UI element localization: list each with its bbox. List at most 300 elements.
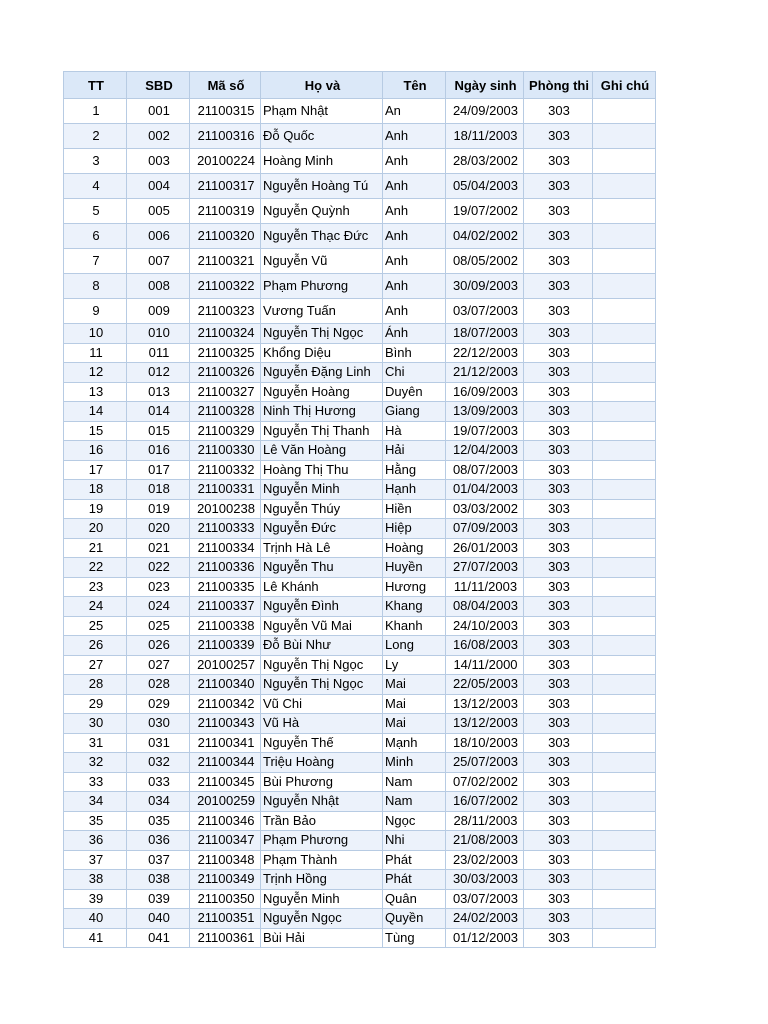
cell-phong-thi: 303 (524, 124, 593, 149)
cell-tt: 15 (64, 421, 127, 441)
cell-tt: 33 (64, 772, 127, 792)
cell-ma-so: 20100224 (190, 149, 261, 174)
cell-ma-so: 21100325 (190, 343, 261, 363)
header-row (64, 72, 656, 99)
cell-ho-va: Nguyễn Quỳnh (261, 199, 383, 224)
cell-phong-thi: 303 (524, 224, 593, 249)
cell-ghi-chu (593, 519, 656, 539)
cell-sbd: 008 (127, 274, 190, 299)
cell-ma-so: 21100339 (190, 636, 261, 656)
cell-ngay-sinh: 08/05/2002 (446, 249, 524, 274)
cell-phong-thi: 303 (524, 199, 593, 224)
cell-phong-thi: 303 (524, 324, 593, 344)
cell-ten: Hiệp (383, 519, 446, 539)
cell-phong-thi: 303 (524, 889, 593, 909)
cell-ngay-sinh: 19/07/2003 (446, 421, 524, 441)
cell-ho-va: Vương Tuấn (261, 299, 383, 324)
table-row (64, 343, 656, 363)
cell-phong-thi: 303 (524, 274, 593, 299)
cell-ho-va: Nguyễn Hoàng Tú (261, 174, 383, 199)
cell-ma-so: 21100333 (190, 519, 261, 539)
cell-ten: Ánh (383, 324, 446, 344)
cell-ten: Huyền (383, 558, 446, 578)
cell-phong-thi: 303 (524, 538, 593, 558)
cell-ghi-chu (593, 636, 656, 656)
cell-ngay-sinh: 13/09/2003 (446, 402, 524, 422)
cell-ho-va: Nguyễn Vũ Mai (261, 616, 383, 636)
table-row (64, 597, 656, 617)
cell-tt: 35 (64, 811, 127, 831)
cell-ghi-chu (593, 675, 656, 695)
cell-ghi-chu (593, 124, 656, 149)
cell-tt: 3 (64, 149, 127, 174)
cell-phong-thi: 303 (524, 772, 593, 792)
cell-sbd: 027 (127, 655, 190, 675)
cell-ma-so: 21100336 (190, 558, 261, 578)
cell-sbd: 011 (127, 343, 190, 363)
cell-ma-so: 21100329 (190, 421, 261, 441)
cell-ngay-sinh: 08/07/2003 (446, 460, 524, 480)
cell-sbd: 039 (127, 889, 190, 909)
cell-ten: Phát (383, 870, 446, 890)
table-row (64, 299, 656, 324)
cell-tt: 26 (64, 636, 127, 656)
cell-sbd: 023 (127, 577, 190, 597)
cell-ho-va: Phạm Nhật (261, 99, 383, 124)
cell-sbd: 028 (127, 675, 190, 695)
cell-ngay-sinh: 18/11/2003 (446, 124, 524, 149)
table-row (64, 675, 656, 695)
cell-ghi-chu (593, 772, 656, 792)
cell-ngay-sinh: 12/04/2003 (446, 441, 524, 461)
table-row (64, 870, 656, 890)
cell-tt: 30 (64, 714, 127, 734)
cell-tt: 21 (64, 538, 127, 558)
cell-ma-so: 21100351 (190, 909, 261, 929)
cell-ngay-sinh: 28/11/2003 (446, 811, 524, 831)
cell-tt: 24 (64, 597, 127, 617)
cell-ghi-chu (593, 558, 656, 578)
cell-ma-so: 21100345 (190, 772, 261, 792)
cell-ngay-sinh: 30/03/2003 (446, 870, 524, 890)
cell-tt: 28 (64, 675, 127, 695)
cell-ma-so: 21100344 (190, 753, 261, 773)
cell-ghi-chu (593, 421, 656, 441)
cell-ten: Giang (383, 402, 446, 422)
cell-ngay-sinh: 18/07/2003 (446, 324, 524, 344)
cell-phong-thi: 303 (524, 597, 593, 617)
cell-sbd: 025 (127, 616, 190, 636)
cell-ngay-sinh: 11/11/2003 (446, 577, 524, 597)
cell-sbd: 041 (127, 928, 190, 948)
cell-phong-thi: 303 (524, 343, 593, 363)
table-row (64, 831, 656, 851)
cell-phong-thi: 303 (524, 870, 593, 890)
cell-ghi-chu (593, 224, 656, 249)
cell-ngay-sinh: 16/09/2003 (446, 382, 524, 402)
cell-tt: 8 (64, 274, 127, 299)
cell-ho-va: Nguyễn Thạc Đức (261, 224, 383, 249)
cell-tt: 14 (64, 402, 127, 422)
cell-sbd: 031 (127, 733, 190, 753)
cell-ho-va: Bùi Phương (261, 772, 383, 792)
cell-ma-so: 21100342 (190, 694, 261, 714)
cell-ten: Tùng (383, 928, 446, 948)
cell-phong-thi: 303 (524, 299, 593, 324)
cell-ngay-sinh: 23/02/2003 (446, 850, 524, 870)
table-row (64, 249, 656, 274)
cell-sbd: 014 (127, 402, 190, 422)
cell-ho-va: Vũ Chi (261, 694, 383, 714)
cell-phong-thi: 303 (524, 714, 593, 734)
cell-ma-so: 21100341 (190, 733, 261, 753)
cell-ghi-chu (593, 299, 656, 324)
cell-tt: 31 (64, 733, 127, 753)
cell-ghi-chu (593, 597, 656, 617)
cell-phong-thi: 303 (524, 499, 593, 519)
cell-ho-va: Hoàng Thị Thu (261, 460, 383, 480)
cell-ten: Long (383, 636, 446, 656)
cell-ho-va: Nguyễn Minh (261, 480, 383, 500)
cell-ngay-sinh: 16/08/2003 (446, 636, 524, 656)
cell-ho-va: Trịnh Hà Lê (261, 538, 383, 558)
cell-ten: Hương (383, 577, 446, 597)
cell-sbd: 035 (127, 811, 190, 831)
cell-ho-va: Nguyễn Đình (261, 597, 383, 617)
cell-sbd: 036 (127, 831, 190, 851)
cell-ten: Hải (383, 441, 446, 461)
table-row (64, 441, 656, 461)
cell-ho-va: Nguyễn Nhật (261, 792, 383, 812)
cell-sbd: 026 (127, 636, 190, 656)
cell-ghi-chu (593, 889, 656, 909)
cell-ma-so: 21100348 (190, 850, 261, 870)
cell-ma-so: 21100346 (190, 811, 261, 831)
cell-ghi-chu (593, 402, 656, 422)
cell-ngay-sinh: 03/07/2003 (446, 299, 524, 324)
table-row (64, 733, 656, 753)
header-phong-thi: Phòng thi (524, 72, 593, 99)
cell-ngay-sinh: 18/10/2003 (446, 733, 524, 753)
cell-sbd: 022 (127, 558, 190, 578)
table-row (64, 928, 656, 948)
cell-ngay-sinh: 05/04/2003 (446, 174, 524, 199)
cell-ten: Ngọc (383, 811, 446, 831)
table-row (64, 558, 656, 578)
cell-ten: Mai (383, 675, 446, 695)
cell-ho-va: Trịnh Hồng (261, 870, 383, 890)
cell-tt: 11 (64, 343, 127, 363)
cell-ten: Nam (383, 792, 446, 812)
cell-sbd: 001 (127, 99, 190, 124)
cell-tt: 9 (64, 299, 127, 324)
cell-phong-thi: 303 (524, 616, 593, 636)
cell-tt: 34 (64, 792, 127, 812)
cell-tt: 23 (64, 577, 127, 597)
cell-ten: Anh (383, 199, 446, 224)
cell-ho-va: Vũ Hà (261, 714, 383, 734)
cell-ho-va: Nguyễn Minh (261, 889, 383, 909)
cell-ma-so: 21100350 (190, 889, 261, 909)
cell-ghi-chu (593, 382, 656, 402)
cell-tt: 29 (64, 694, 127, 714)
cell-tt: 22 (64, 558, 127, 578)
cell-tt: 19 (64, 499, 127, 519)
cell-ghi-chu (593, 753, 656, 773)
cell-tt: 1 (64, 99, 127, 124)
cell-sbd: 005 (127, 199, 190, 224)
cell-ho-va: Nguyễn Vũ (261, 249, 383, 274)
cell-ho-va: Phạm Phương (261, 831, 383, 851)
table-row (64, 382, 656, 402)
cell-ho-va: Nguyễn Thúy (261, 499, 383, 519)
cell-ho-va: Nguyễn Ngọc (261, 909, 383, 929)
cell-ma-so: 21100324 (190, 324, 261, 344)
cell-ho-va: Khổng Diệu (261, 343, 383, 363)
cell-ghi-chu (593, 655, 656, 675)
cell-phong-thi: 303 (524, 558, 593, 578)
table-row (64, 421, 656, 441)
table-row (64, 199, 656, 224)
table-row (64, 850, 656, 870)
cell-ho-va: Nguyễn Hoàng (261, 382, 383, 402)
cell-ten: Nam (383, 772, 446, 792)
table-body (64, 99, 656, 948)
cell-ngay-sinh: 08/04/2003 (446, 597, 524, 617)
cell-phong-thi: 303 (524, 174, 593, 199)
cell-phong-thi: 303 (524, 811, 593, 831)
cell-phong-thi: 303 (524, 382, 593, 402)
cell-ten: Khanh (383, 616, 446, 636)
cell-tt: 38 (64, 870, 127, 890)
cell-tt: 13 (64, 382, 127, 402)
header-ten: Tên (383, 72, 446, 99)
cell-phong-thi: 303 (524, 460, 593, 480)
cell-ho-va: Nguyễn Đặng Linh (261, 363, 383, 383)
cell-ho-va: Nguyễn Thị Ngọc (261, 675, 383, 695)
cell-ten: Nhi (383, 831, 446, 851)
cell-tt: 12 (64, 363, 127, 383)
cell-ngay-sinh: 22/05/2003 (446, 675, 524, 695)
table-row (64, 274, 656, 299)
cell-phong-thi: 303 (524, 149, 593, 174)
cell-tt: 6 (64, 224, 127, 249)
cell-ngay-sinh: 25/07/2003 (446, 753, 524, 773)
cell-ngay-sinh: 13/12/2003 (446, 714, 524, 734)
cell-sbd: 009 (127, 299, 190, 324)
table-row (64, 519, 656, 539)
cell-ghi-chu (593, 499, 656, 519)
cell-ten: Hoàng (383, 538, 446, 558)
cell-ten: Quyền (383, 909, 446, 929)
cell-ho-va: Nguyễn Thị Ngọc (261, 655, 383, 675)
cell-ma-so: 21100334 (190, 538, 261, 558)
cell-ma-so: 21100361 (190, 928, 261, 948)
cell-ho-va: Nguyễn Đức (261, 519, 383, 539)
cell-ghi-chu (593, 480, 656, 500)
cell-tt: 4 (64, 174, 127, 199)
cell-ma-so: 21100319 (190, 199, 261, 224)
cell-phong-thi: 303 (524, 655, 593, 675)
cell-ngay-sinh: 07/02/2002 (446, 772, 524, 792)
cell-ten: Ly (383, 655, 446, 675)
cell-ngay-sinh: 14/11/2000 (446, 655, 524, 675)
table-row (64, 499, 656, 519)
cell-ngay-sinh: 27/07/2003 (446, 558, 524, 578)
cell-ngay-sinh: 04/02/2002 (446, 224, 524, 249)
cell-ten: Phát (383, 850, 446, 870)
cell-phong-thi: 303 (524, 792, 593, 812)
table-row (64, 889, 656, 909)
cell-ghi-chu (593, 343, 656, 363)
cell-sbd: 010 (127, 324, 190, 344)
cell-ho-va: Triệu Hoàng (261, 753, 383, 773)
cell-ngay-sinh: 13/12/2003 (446, 694, 524, 714)
cell-ho-va: Phạm Thành (261, 850, 383, 870)
cell-ghi-chu (593, 274, 656, 299)
cell-ma-so: 20100257 (190, 655, 261, 675)
cell-phong-thi: 303 (524, 636, 593, 656)
cell-ho-va: Nguyễn Thị Ngọc (261, 324, 383, 344)
cell-ghi-chu (593, 324, 656, 344)
cell-sbd: 030 (127, 714, 190, 734)
cell-phong-thi: 303 (524, 480, 593, 500)
cell-ten: Quân (383, 889, 446, 909)
table-row (64, 792, 656, 812)
cell-sbd: 003 (127, 149, 190, 174)
cell-ma-so: 21100320 (190, 224, 261, 249)
header-ngay-sinh: Ngày sinh (446, 72, 524, 99)
cell-ten: Hà (383, 421, 446, 441)
cell-ten: Hạnh (383, 480, 446, 500)
cell-phong-thi: 303 (524, 577, 593, 597)
cell-ma-so: 21100340 (190, 675, 261, 695)
cell-phong-thi: 303 (524, 850, 593, 870)
cell-ngay-sinh: 22/12/2003 (446, 343, 524, 363)
cell-ghi-chu (593, 577, 656, 597)
table-row (64, 480, 656, 500)
cell-ghi-chu (593, 441, 656, 461)
cell-sbd: 040 (127, 909, 190, 929)
cell-ho-va: Đỗ Quốc (261, 124, 383, 149)
cell-ghi-chu (593, 811, 656, 831)
cell-ngay-sinh: 03/07/2003 (446, 889, 524, 909)
cell-phong-thi: 303 (524, 733, 593, 753)
cell-phong-thi: 303 (524, 421, 593, 441)
cell-ten: Anh (383, 249, 446, 274)
cell-ma-so: 21100322 (190, 274, 261, 299)
cell-ngay-sinh: 28/03/2002 (446, 149, 524, 174)
table-row (64, 402, 656, 422)
cell-ten: Hiền (383, 499, 446, 519)
cell-tt: 16 (64, 441, 127, 461)
table-row (64, 538, 656, 558)
cell-ten: An (383, 99, 446, 124)
cell-ho-va: Đỗ Bùi Như (261, 636, 383, 656)
cell-phong-thi: 303 (524, 519, 593, 539)
cell-ten: Anh (383, 224, 446, 249)
cell-ghi-chu (593, 363, 656, 383)
cell-phong-thi: 303 (524, 753, 593, 773)
cell-ghi-chu (593, 616, 656, 636)
cell-sbd: 016 (127, 441, 190, 461)
cell-tt: 32 (64, 753, 127, 773)
cell-sbd: 013 (127, 382, 190, 402)
cell-tt: 18 (64, 480, 127, 500)
cell-sbd: 029 (127, 694, 190, 714)
cell-tt: 40 (64, 909, 127, 929)
header-ho-va: Họ và (261, 72, 383, 99)
cell-tt: 25 (64, 616, 127, 636)
cell-tt: 27 (64, 655, 127, 675)
cell-tt: 37 (64, 850, 127, 870)
cell-ngay-sinh: 24/10/2003 (446, 616, 524, 636)
cell-ho-va: Lê Khánh (261, 577, 383, 597)
table-row (64, 174, 656, 199)
cell-tt: 5 (64, 199, 127, 224)
table-row (64, 577, 656, 597)
cell-tt: 36 (64, 831, 127, 851)
cell-ghi-chu (593, 249, 656, 274)
table-row (64, 753, 656, 773)
cell-phong-thi: 303 (524, 249, 593, 274)
cell-phong-thi: 303 (524, 99, 593, 124)
cell-ten: Anh (383, 274, 446, 299)
cell-ten: Minh (383, 753, 446, 773)
cell-ma-so: 21100326 (190, 363, 261, 383)
cell-ngay-sinh: 21/08/2003 (446, 831, 524, 851)
cell-ma-so: 21100316 (190, 124, 261, 149)
cell-ngay-sinh: 24/09/2003 (446, 99, 524, 124)
cell-ma-so: 21100321 (190, 249, 261, 274)
table-row (64, 655, 656, 675)
cell-ghi-chu (593, 199, 656, 224)
header-ghi-chu: Ghi chú (593, 72, 656, 99)
cell-ngay-sinh: 03/03/2002 (446, 499, 524, 519)
cell-ma-so: 21100335 (190, 577, 261, 597)
cell-ten: Chi (383, 363, 446, 383)
table-row (64, 714, 656, 734)
cell-sbd: 017 (127, 460, 190, 480)
cell-ghi-chu (593, 850, 656, 870)
cell-sbd: 007 (127, 249, 190, 274)
cell-sbd: 020 (127, 519, 190, 539)
table-row (64, 909, 656, 929)
cell-ghi-chu (593, 870, 656, 890)
cell-phong-thi: 303 (524, 675, 593, 695)
cell-ho-va: Lê Văn Hoàng (261, 441, 383, 461)
table-row (64, 811, 656, 831)
cell-ma-so: 21100343 (190, 714, 261, 734)
cell-sbd: 034 (127, 792, 190, 812)
cell-ma-so: 20100259 (190, 792, 261, 812)
cell-phong-thi: 303 (524, 402, 593, 422)
cell-sbd: 018 (127, 480, 190, 500)
cell-ma-so: 21100337 (190, 597, 261, 617)
table-row (64, 772, 656, 792)
cell-ma-so: 21100328 (190, 402, 261, 422)
cell-ten: Mạnh (383, 733, 446, 753)
cell-ten: Mai (383, 714, 446, 734)
cell-ghi-chu (593, 792, 656, 812)
cell-sbd: 004 (127, 174, 190, 199)
cell-phong-thi: 303 (524, 363, 593, 383)
header-tt: TT (64, 72, 127, 99)
cell-sbd: 038 (127, 870, 190, 890)
cell-tt: 7 (64, 249, 127, 274)
cell-sbd: 012 (127, 363, 190, 383)
cell-ho-va: Hoàng Minh (261, 149, 383, 174)
